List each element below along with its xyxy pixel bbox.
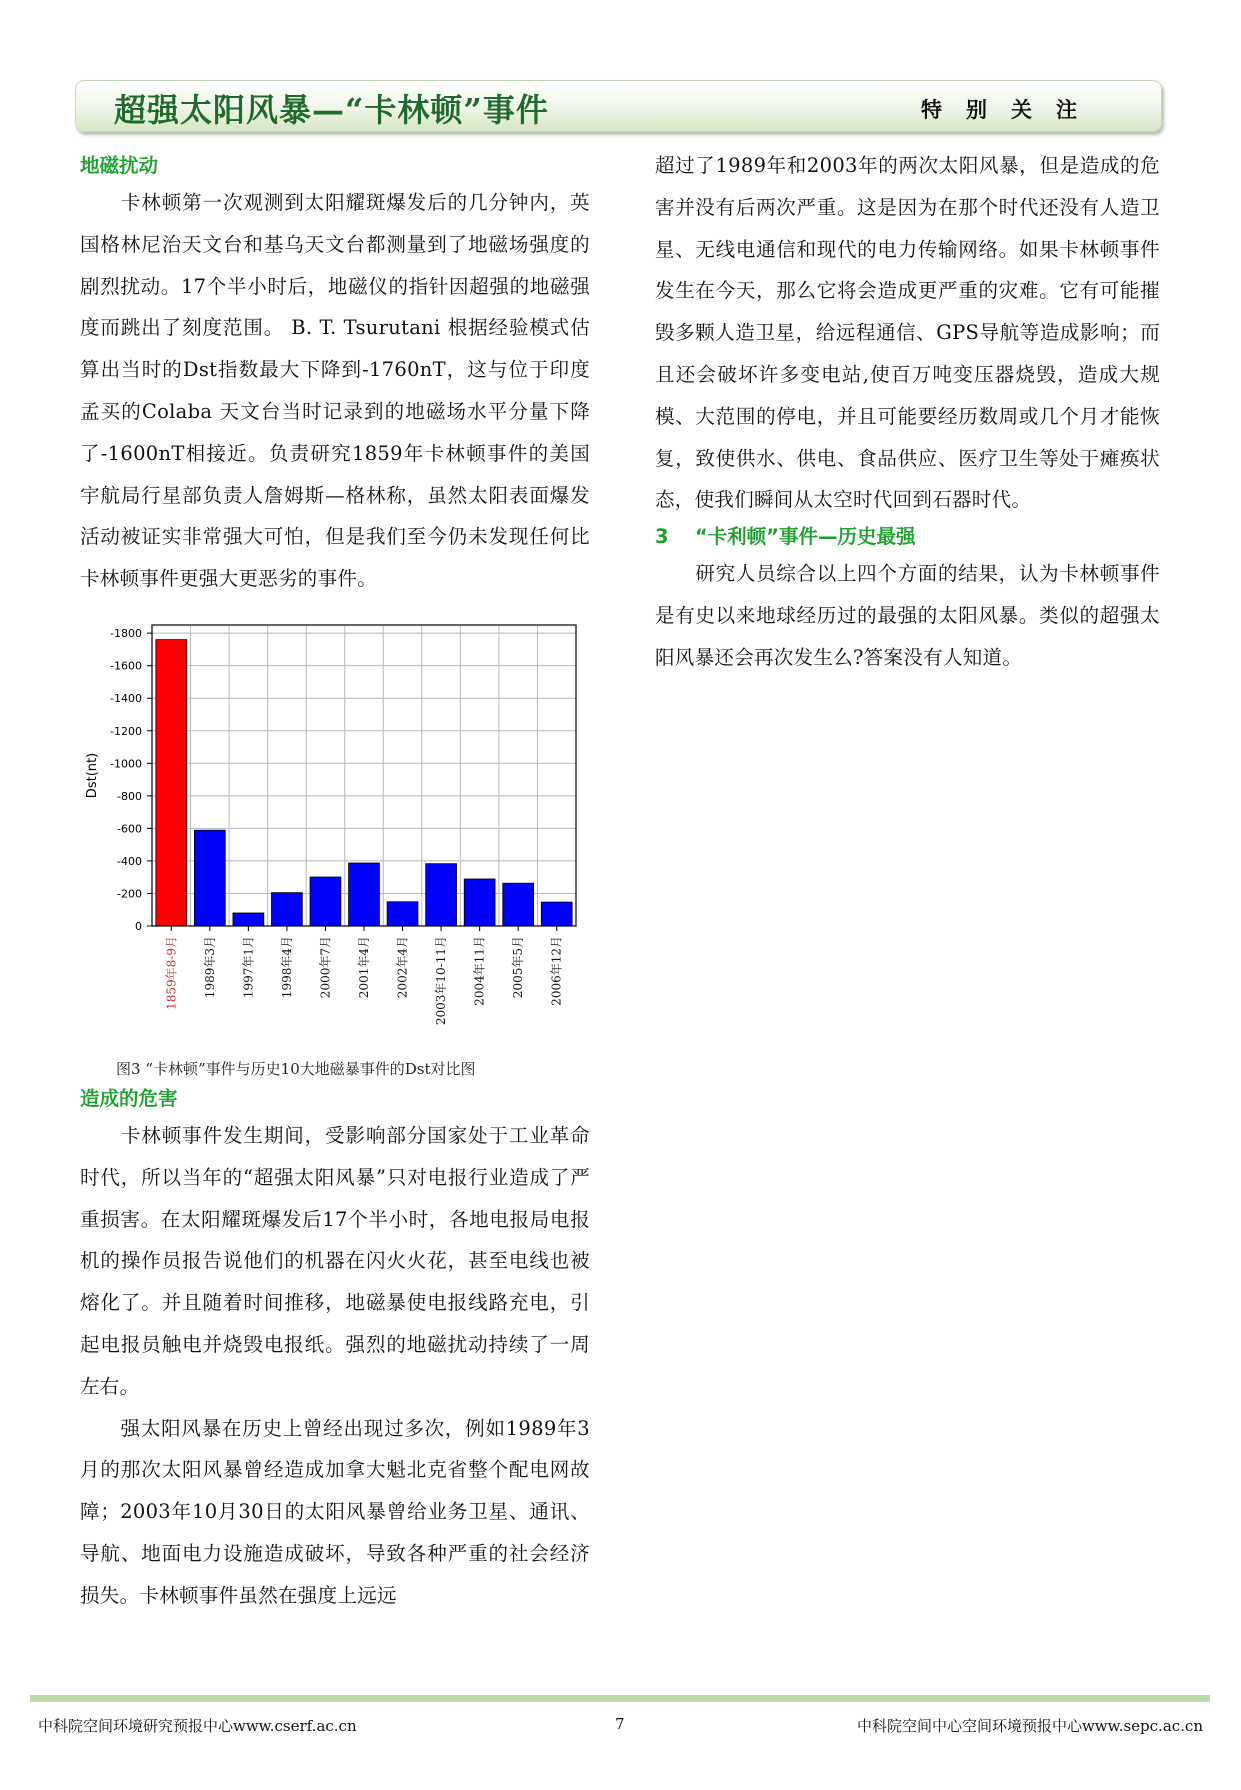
bar [387,902,418,926]
y-tick-label: -1600 [110,659,142,673]
bar [156,640,187,926]
paragraph-conclusion: 研究人员综合以上四个方面的结果，认为卡林顿事件是有史以来地球经历过的最强的太阳风暴。类似的超强太阳风暴还会再次发生么?答案没有人知道。 [655,562,1160,669]
figure-caption: 图3 “卡林顿”事件与历史10大地磁暴事件的Dst对比图 [116,1059,476,1078]
y-axis-label: Dst(nt) [85,752,100,799]
right-column [655,145,1160,679]
bar [464,879,495,926]
y-tick-label: -1000 [110,757,142,771]
paragraph-geomagnetic: 卡林顿第一次观测到太阳耀斑爆发后的几分钟内，英国格林尼治天文台和基乌天文台都测量到了地磁场强度的剧烈扰动。17个半小时后，地磁仪的指针因超强的地磁强度而跳出了刻度范围。 B. T. Tsurutani 根据经验模式估算出当时的Dst指数最大下降到-1760nT，这与位于印度孟买的Colaba 天文台当时记录到的地磁场水平分量下降了-1600nT相接近。负责研究1859年卡林顿事件的美国宇航局行星部负责人詹姆斯—格林称，虽然太阳表面爆发活动被证实非常强大可怕，但是我们至今仍未发现任何比卡林顿事件更强大更恶劣的事件。 [80,191,590,591]
paragraph-consequences: 超过了1989年和2003年的两次太阳风暴，但是造成的危害并没有后两次严重。这是因为在那个时代还没有人造卫星、无线电通信和现代的电力传输网络。如果卡林顿事件发生在今天，那么它将会造成更严重的灾难。它有可能摧毁多颗人造卫星，给远程通信、GPS导航等造成影响；而且还会破坏许多变电站,使百万吨变压器烧毁，造成大规模、大范围的停电，并且可能要经历数周或几个月才能恢复，致使供水、供电、食品供应、医疗卫生等处于瘫痪状态，使我们瞬间从太空时代回到石器时代。 [655,154,1160,512]
heading-damage: 造成的危害 [80,1086,178,1110]
heading-strongest: 3 “卡利顿”事件—历史最强 [655,525,916,549]
x-tick-label: 2005年5月 [511,935,526,999]
bar [194,830,225,926]
x-tick-label: 1997年1月 [241,935,256,999]
x-tick-label: 2001年4月 [357,935,371,999]
section-label: 特别关注 [921,98,1101,122]
x-tick-label: 2004年11月 [472,935,487,1006]
x-tick-label: 1998年4月 [279,935,294,999]
figure-dst-comparison [80,618,590,1083]
bar [541,902,572,926]
bar [349,863,380,926]
x-tick-label: 2003年10-11月 [434,935,449,1026]
bar [271,893,302,926]
y-tick-label: 0 [135,919,142,933]
article-title: 超强太阳风暴—“卡林顿”事件 [114,91,549,129]
paragraph-history: 强太阳风暴在历史上曾经出现过多次，例如1989年3月的那次太阳风暴曾经造成加拿大魁北克省整个配电网故障；2003年10月30日的太阳风暴曾给业务卫星、通讯、导航、地面电力设施造成破坏，导致各种严重的社会经济损失。卡林顿事件虽然在强度上远远 [80,1416,590,1607]
left-column [80,150,590,1617]
x-tick-label: 1989年3月 [202,935,217,999]
x-tick-label: 2006年12月 [549,935,564,1006]
x-tick-label: 1859年8-9月 [164,935,179,1010]
bar [233,913,264,926]
footer-right-text: 中科院空间中心空间环境预报中心www.sepc.ac.cn [856,1717,1203,1735]
page-header [75,80,1162,132]
y-tick-label: -600 [117,822,142,836]
bar [503,883,534,926]
page-number: 7 [615,1715,625,1733]
y-tick-label: -1200 [110,724,142,738]
footer-rule [30,1695,1210,1702]
y-tick-label: -400 [117,854,142,868]
x-tick-label: 2000年7月 [318,935,333,999]
x-tick-label: 2002年4月 [395,935,410,999]
paragraph-damage: 卡林顿事件发生期间，受影响部分国家处于工业革命时代，所以当年的“超强太阳风暴”只对电报行业造成了严重损害。在太阳耀斑爆发后17个半小时，各地电报局电报机的操作员报告说他们的机器在闪火火花，甚至电线也被熔化了。并且随着时间推移，地磁暴使电报线路充电，引起电报员触电并烧毁电报纸。强烈的地磁扰动持续了一周左右。 [80,1123,590,1398]
footer-left-text: 中科院空间环境研究预报中心www.cserf.ac.cn [38,1717,357,1735]
dst-bar-chart [80,618,590,1048]
bar [426,864,457,926]
heading-geomagnetic-disturbance: 地磁扰动 [80,154,159,177]
y-tick-label: -200 [117,887,142,901]
bar [310,877,341,926]
y-tick-label: -1800 [110,627,142,641]
y-tick-label: -1400 [110,692,142,706]
y-tick-label: -800 [117,789,142,803]
